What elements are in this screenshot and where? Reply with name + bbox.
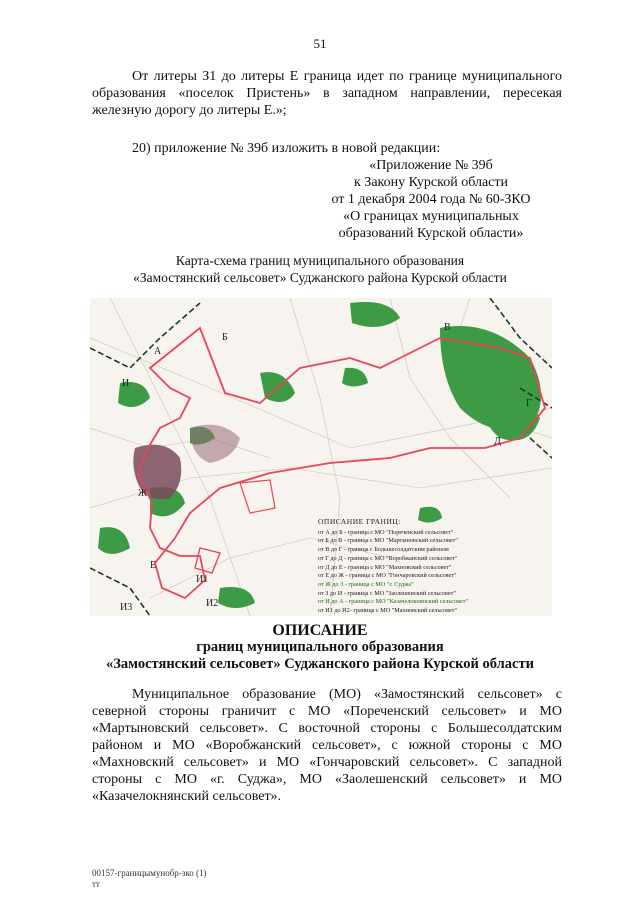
paragraph-description: Муниципальное образование (МО) «Замостянский сельсовет» с северной стороны граничит с МО «Пореченский сельсовет» и МО «Мартыновский сельсовет». С восточной стороны с Большесолдатским районом и МО «Воробжанский сельсовет», с южной стороны с МО «Махновский сельсовет» и МО «Гончаровский сельсовет». С западной стороны с МО «г. Суджа», МО «Заолешенский сельсовет» и МО «Казачелокнянский сельсовет». [92,687,562,804]
map-label-i: И [122,378,130,389]
appendix-line: «Приложение № 39б [369,158,493,173]
map-label-d: Д [494,436,501,447]
appendix-line: «О границах муниципальных [343,209,519,224]
footer-initials: тт [92,879,100,889]
paragraph-amendment: 20) приложение № 39б изложить в новой редакции: [132,141,441,156]
appendix-line: образований Курской области» [338,226,524,241]
map-label-a: А [154,346,162,357]
legend-row: от Ж до З - граница с МО "г. Суджа" [318,580,414,588]
document-footer [92,868,206,890]
page-number: 51 [313,36,327,51]
description-subtitle: границ муниципального образования [196,639,444,655]
map-label-i3: И3 [120,602,133,613]
map-label-b: Б [222,332,228,343]
appendix-line: к Закону Курской области [354,175,508,190]
description-title: ОПИСАНИЕ [272,622,368,639]
map-title [90,252,550,286]
legend-row: от И1 до И2- граница с МО "Махновский сельсовет" [318,607,458,615]
boundary-map [90,298,552,616]
legend-row: от А до Б - граница с МО "Пореченский сельсовет" [318,528,454,536]
map-legend [318,518,548,616]
map-label-v: В [444,322,451,333]
legend-row: от Д до Е - граница с МО "Махновский сельсовет" [318,563,452,571]
description-subtitle: «Замостянский сельсовет» Суджанского района Курской области [106,656,534,672]
legend-row: от И до А - граница с МО "Казачелокнянский сельсовет" [318,598,468,606]
footer-file-code: 00157-границымунобр-зко (1) [92,868,207,878]
legend-row: от З до И - граница с МО "Заолешенский сельсовет" [318,589,456,597]
appendix-header [300,157,562,242]
legend-title: ОПИСАНИЕ ГРАНИЦ: [318,517,401,526]
appendix-line: от 1 декабря 2004 года № 60-ЗКО [331,192,531,207]
map-title-line: Карта-схема границ муниципального образования [175,253,465,268]
legend-row: от Г до Д - граница с МО "Воробжанский сельсовет" [318,554,458,562]
legend-row: от Е до Ж - граница с МО "Гончаровский сельсовет" [318,572,457,580]
legend-row: от В до Г - граница с Большесолдатским районом [318,546,449,554]
map-label-zh: Ж [138,488,147,499]
map-label-i2: И2 [206,598,219,609]
map-title-line: «Замостянский сельсовет» Суджанского района Курской области [133,270,507,285]
map-label-e: Е [150,560,157,571]
paragraph-boundary-end: От литеры З1 до литеры Е граница идет по границе муниципального образования «поселок Пристень» в западном направлении, пересекая железную дорогу до литеры Е.»; [92,69,562,118]
description-heading [0,622,640,673]
map-label-g: Г [526,398,532,409]
map-label-i1: И1 [196,574,209,585]
legend-row: от Б до В - граница с МО "Мартыновский сельсовет" [318,537,458,545]
